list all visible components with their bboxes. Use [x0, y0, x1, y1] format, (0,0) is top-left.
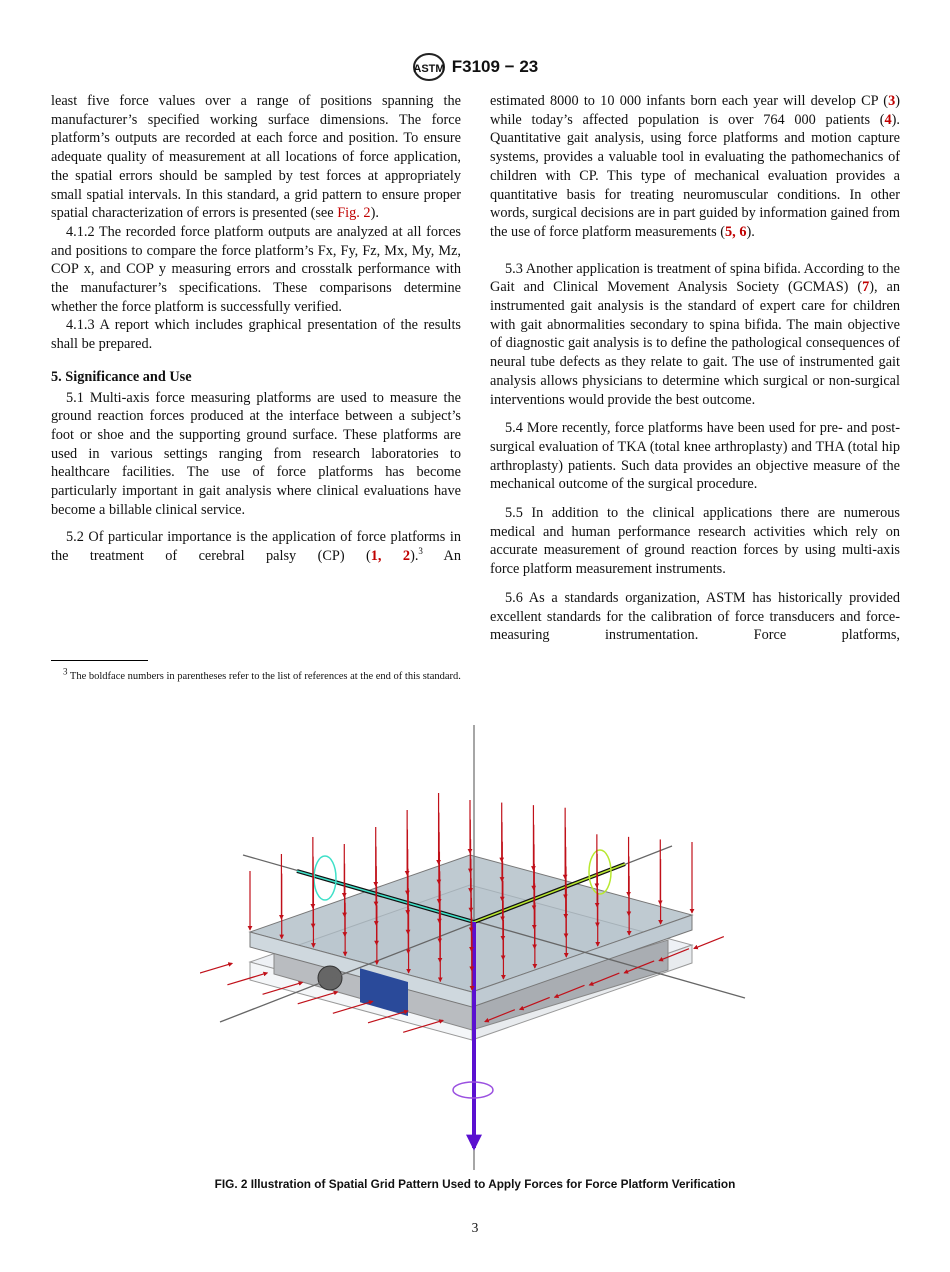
text: ), an instrumented gait analysis is the standard of expert care for children with gait abnormalities secondary to spina bifida. The main objective of diagnostic gait analysis is to define the pathological consequences of neural tube defects as they relate to gait. The use of instrumented gait analysis allows physicians to determine which surgical or non-surgical interventions would provide the best outcome. — [490, 279, 901, 408]
paragraph-4-1-2: 4.1.2 The recorded force platform outputs are analyzed at all forces and positions to compare the force platform’s Fx, Fy, Fz, Mx, My, Mz, COP x, and COP y measuring errors and crosstalk performance with the manufacturer’s specifications. These comparisons determine whether the force platform is successfully verified. — [51, 223, 461, 315]
reference-link[interactable]: 5, 6 — [725, 223, 747, 240]
text: ). — [746, 223, 755, 240]
horizontal-force-arrow — [694, 937, 724, 949]
text: least five force values over a range of positions spanning the manufacturer’s specified working surface dimensions. The force platform’s outputs are recorded at each force and position. To ensure adequate quality of measurement at all locations of force application, the spatial errors should be sampled by test forces at appropriately small spatial intervals. In this standard, a grid pattern to ensure proper spatial characterization of errors is presented (see — [51, 93, 461, 222]
text: ). Quantitative gait analysis, using force platforms and motion capture systems, provides a valuable tool in evaluating the pathomechanics of children with CP. This type of mechanical evaluation provides a quantitative basis for treating neuromuscular conditions. In other words, surgical decisions are in part guided by information gained from the use of force platform measurements ( — [490, 111, 900, 240]
text: An — [422, 548, 461, 565]
paragraph-5-1: 5.1 Multi-axis force measuring platforms are used to measure the ground reaction forces produced at the interface between a subject’s foot or shoe and the supporting ground surface. These platforms are used in various settings ranging from research laboratories to healthcare facilities. The use of force platforms has become particularly important in gait analysis where clinical evaluations have become a billable clinical service. — [51, 389, 461, 518]
standard-number: F3109 − 23 — [451, 57, 539, 76]
text: 5.2 Of particular importance is the application of force platforms in the treatment of cerebral palsy (CP) ( — [51, 529, 461, 565]
text: ). — [410, 548, 419, 565]
reference-link[interactable]: 1, 2 — [370, 548, 411, 565]
footnote-mark: 3 — [63, 666, 68, 677]
right-column — [490, 92, 900, 645]
reference-link[interactable]: 7 — [862, 279, 870, 296]
reference-link[interactable]: 4 — [884, 111, 892, 128]
svg-text:ASTM: ASTM — [413, 63, 445, 75]
footnote — [51, 666, 461, 684]
text: 5.3 Another application is treatment of spina bifida. According to the Gait and Clinical Movement Analysis Society (GCMAS) ( — [490, 260, 900, 296]
paragraph-5-4: 5.4 More recently, force platforms have been used for pre- and post-surgical evaluation of TKA (total knee arthroplasty) and THA (total hip arthroplasty) patients. Such data provides an objective measure of the mechanical outcome of the surgical procedure. — [490, 420, 900, 493]
text: ). — [370, 205, 379, 222]
paragraph-5-3 — [490, 260, 900, 410]
text: ) while today’s affected population is over 764 000 patients ( — [490, 93, 900, 128]
figure-2-link[interactable]: Fig. 2 — [337, 205, 371, 222]
page-number: 3 — [471, 1220, 479, 1235]
left-column — [51, 92, 461, 566]
force-platform-figure — [200, 720, 750, 1180]
section-heading: 5. Significance and Use — [51, 368, 192, 385]
paragraph-4-1-1-continued — [51, 92, 461, 223]
footnote-divider — [51, 660, 148, 661]
footnote-mark[interactable]: 3 — [418, 546, 423, 557]
footnote-text: The boldface numbers in parentheses refer to the list of references at the end of this standard. — [67, 671, 461, 682]
paragraph-5-6: 5.6 As a standards organization, ASTM has historically provided excellent standards for the calibration of force transducers and force-measuring instrumentation. Force platforms, — [490, 589, 900, 644]
reference-link[interactable]: 3 — [888, 93, 896, 109]
paragraph-5-5: 5.5 In addition to the clinical applications there are numerous medical and human performance research activities which rely on accurate measurement of ground reaction forces by using multi-axis force platform measurement instruments. — [490, 505, 900, 578]
astm-logo-icon — [412, 52, 446, 82]
paragraph-4-1-3: 4.1.3 A report which includes graphical presentation of the results shall be prepared. — [51, 317, 461, 353]
paragraph-5-2 — [51, 528, 461, 565]
horizontal-force-arrow — [200, 963, 232, 975]
paragraph-5-2-continued — [490, 92, 900, 242]
connector — [318, 966, 342, 990]
text: estimated 8000 to 10 000 infants born each year will develop CP ( — [490, 93, 889, 109]
figure-caption: FIG. 2 Illustration of Spatial Grid Pattern Used to Apply Forces for Force Platform Verification — [214, 1177, 736, 1191]
page-header — [0, 52, 950, 82]
